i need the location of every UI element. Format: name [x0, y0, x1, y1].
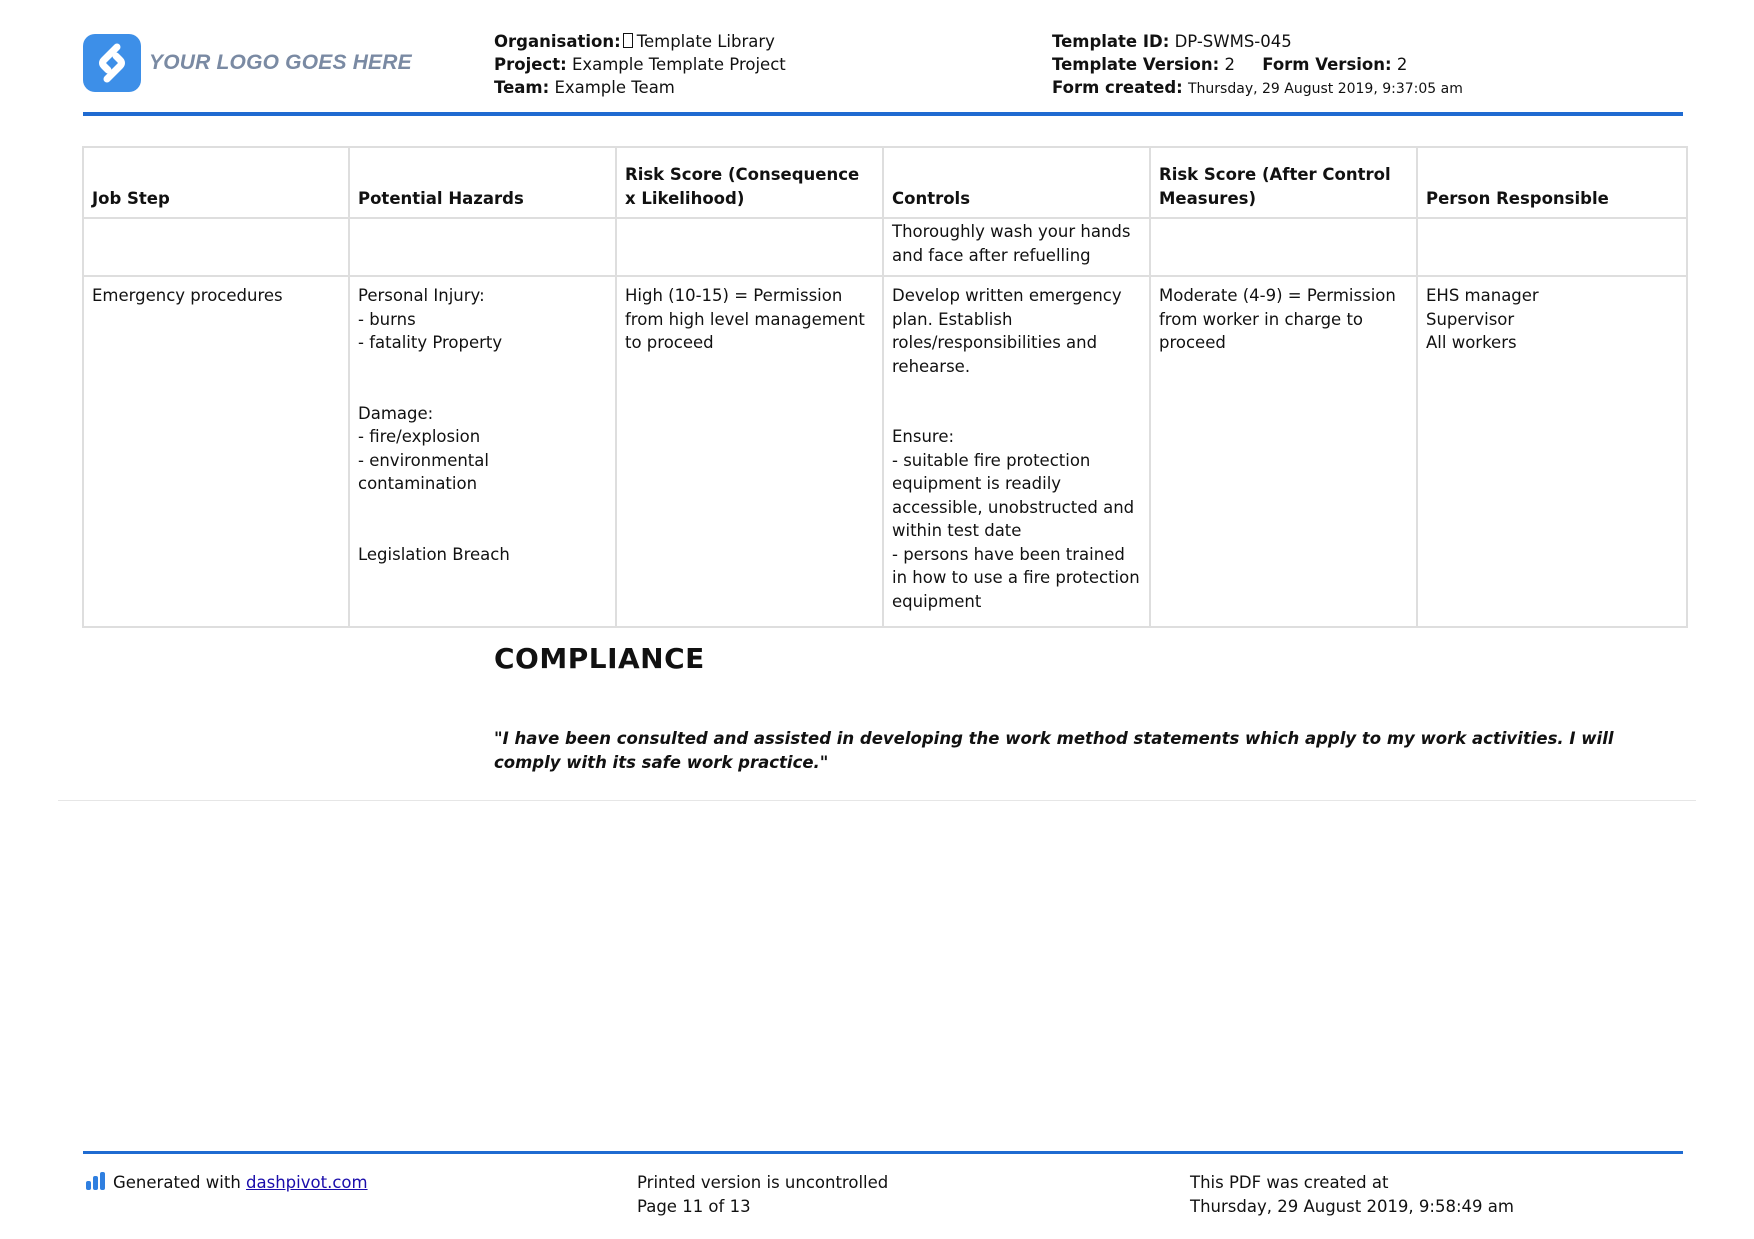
- cell-risk-after: [1150, 218, 1417, 276]
- footer-generated: [86, 1171, 368, 1195]
- col-header-risk-score: Risk Score (Consequence x Likelihood): [616, 147, 883, 218]
- table-row: [83, 218, 1687, 276]
- organisation-value: Template Library: [636, 32, 775, 51]
- compliance-title: COMPLIANCE: [494, 642, 705, 675]
- form-created-value: Thursday, 29 August 2019, 9:37:05 am: [1188, 81, 1463, 97]
- version-line: [1052, 53, 1463, 76]
- cell-risk-after: Moderate (4-9) = Permission from worker in charge to proceed: [1150, 276, 1417, 627]
- template-id-value: DP-SWMS-045: [1174, 32, 1292, 51]
- swms-table: [82, 146, 1688, 628]
- organisation-line: [494, 30, 786, 53]
- form-created-label: Form created:: [1052, 78, 1183, 97]
- cell-job-step: Emergency procedures: [83, 276, 349, 627]
- cell-risk-score: High (10-15) = Permission from high level management to proceed: [616, 276, 883, 627]
- cell-controls: Thoroughly wash your hands and face after refuelling: [883, 218, 1150, 276]
- form-created-line: [1052, 76, 1463, 101]
- section-divider: [58, 800, 1696, 801]
- team-line: [494, 76, 786, 99]
- footer-created-info: [1190, 1171, 1514, 1218]
- cell-hazards: [349, 218, 616, 276]
- project-value: Example Template Project: [571, 55, 786, 74]
- team-value: Example Team: [554, 78, 675, 97]
- dashpivot-bars-icon: [86, 1172, 105, 1190]
- pdf-created-value: Thursday, 29 August 2019, 9:58:49 am: [1190, 1196, 1514, 1216]
- header-project-info: [494, 30, 786, 99]
- org-box-icon: [623, 33, 633, 48]
- compliance-statement: "I have been consulted and assisted in developing the work method statements which apply to my work activities. I will comply with its safe work practice.": [494, 729, 1614, 772]
- col-header-responsible: Person Responsible: [1417, 147, 1687, 218]
- project-label: Project:: [494, 55, 567, 74]
- cell-responsible: EHS manager Supervisor All workers: [1417, 276, 1687, 627]
- pdf-created-label: This PDF was created at: [1190, 1173, 1389, 1192]
- cell-job-step: [83, 218, 349, 276]
- template-id-line: [1052, 30, 1463, 53]
- project-line: [494, 53, 786, 76]
- company-logo: [83, 34, 412, 92]
- col-header-hazards: Potential Hazards: [349, 147, 616, 218]
- cell-risk-score: [616, 218, 883, 276]
- generated-prefix: Generated with: [113, 1173, 241, 1192]
- col-header-job-step: Job Step: [83, 147, 349, 218]
- page-number: Page 11 of 13: [637, 1196, 751, 1216]
- table-header-row: [83, 147, 1687, 218]
- template-version-value: 2: [1224, 55, 1235, 74]
- table-row: [83, 276, 1687, 627]
- team-label: Team:: [494, 78, 550, 97]
- header-template-info: [1052, 30, 1463, 101]
- logo-mark-icon: [83, 34, 141, 92]
- logo-text: YOUR LOGO GOES HERE: [149, 51, 412, 74]
- page-header: [83, 30, 1683, 116]
- organisation-label: Organisation:: [494, 32, 621, 51]
- cell-hazards: Personal Injury: - burns - fatality Property Damage: - fire/explosion - environmental contamination Legislation Breach: [349, 276, 616, 627]
- template-id-label: Template ID:: [1052, 32, 1170, 51]
- printed-note: Printed version is uncontrolled: [637, 1173, 889, 1192]
- template-version-label: Template Version:: [1052, 55, 1220, 74]
- page-footer: [83, 1151, 1683, 1216]
- col-header-controls: Controls: [883, 147, 1150, 218]
- cell-responsible: [1417, 218, 1687, 276]
- dashpivot-link[interactable]: dashpivot.com: [246, 1173, 368, 1192]
- form-version-value: 2: [1396, 55, 1408, 74]
- footer-print-info: [637, 1171, 888, 1218]
- form-version-label: Form Version:: [1262, 55, 1392, 74]
- cell-controls: Develop written emergency plan. Establish roles/responsibilities and rehearse. Ensure: - suitable fire protection equipment is readily accessible, unobstructed and within test date - persons have been trained in how to use a fire protection equipment: [883, 276, 1150, 627]
- col-header-risk-after: Risk Score (After Control Measures): [1150, 147, 1417, 218]
